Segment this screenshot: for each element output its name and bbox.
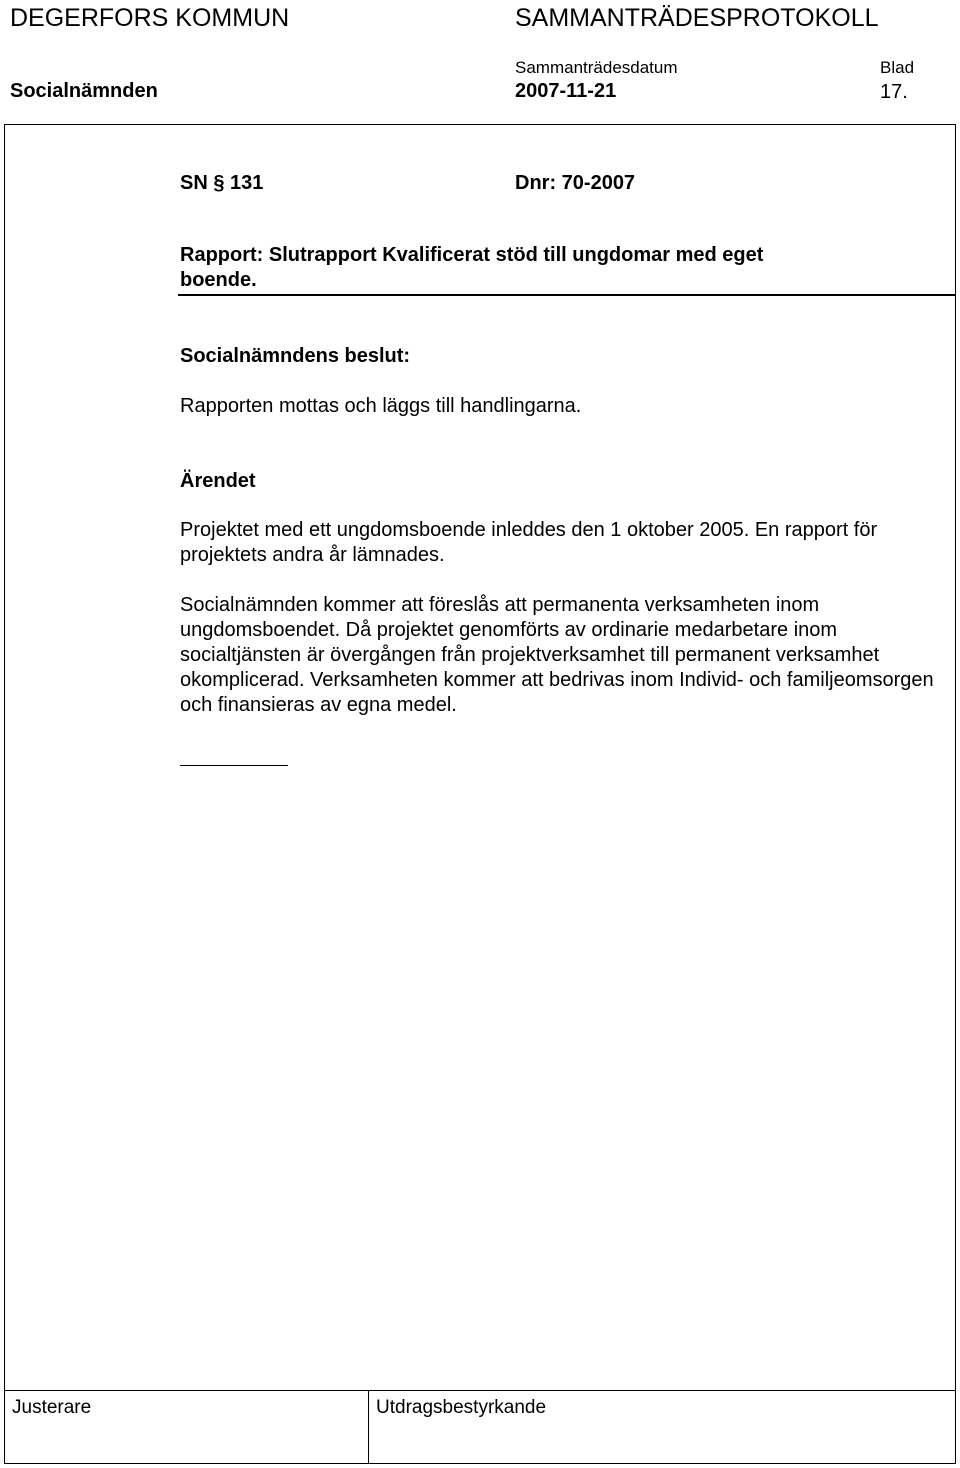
decision-heading: Socialnämndens beslut: — [180, 345, 411, 367]
matter-paragraph-2: Socialnämnden kommer att föreslås att permanenta verksamheten inom ungdomsboendet. Då projektet genomförts av ordinarie medarbetare inom socialtjänsten är övergången från projektverksamhet till permanent verksamhet okomplicerad. Verksamheten kommer att bedrivas inom Individ- och familjeomsorgen och finansieras av egna medel. — [180, 594, 934, 716]
content-frame — [4, 124, 956, 1464]
adjusters-label: Justerare — [12, 1397, 92, 1418]
item-title-line1: Rapport: Slutrapport Kvalificerat stöd till ungdomar med eget — [180, 244, 764, 266]
diary-number: Dnr: 70-2007 — [515, 172, 636, 194]
extract-certification-label: Utdragsbestyrkande — [376, 1397, 547, 1418]
meeting-date: 2007-11-21 — [515, 80, 617, 102]
paragraph-number: SN § 131 — [180, 172, 264, 194]
footer-divider — [4, 1390, 956, 1391]
committee-name: Socialnämnden — [10, 80, 158, 102]
page-label: Blad — [880, 58, 915, 77]
footer-column-divider — [368, 1390, 369, 1464]
date-label: Sammanträdesdatum — [515, 58, 678, 77]
title-rule — [178, 294, 956, 296]
page-number: 17. — [880, 81, 908, 103]
municipality-name: DEGERFORS KOMMUN — [10, 4, 290, 32]
matter-paragraph-1: Projektet med ett ungdomsboende inleddes den 1 oktober 2005. En rapport för projektets andra år lämnades. — [180, 519, 878, 566]
document-type: SAMMANTRÄDESPROTOKOLL — [515, 4, 879, 32]
matter-heading: Ärendet — [180, 470, 256, 492]
decision-text: Rapporten mottas och läggs till handlingarna. — [180, 395, 582, 417]
item-title-line2: boende. — [180, 269, 257, 291]
end-rule — [180, 765, 288, 766]
